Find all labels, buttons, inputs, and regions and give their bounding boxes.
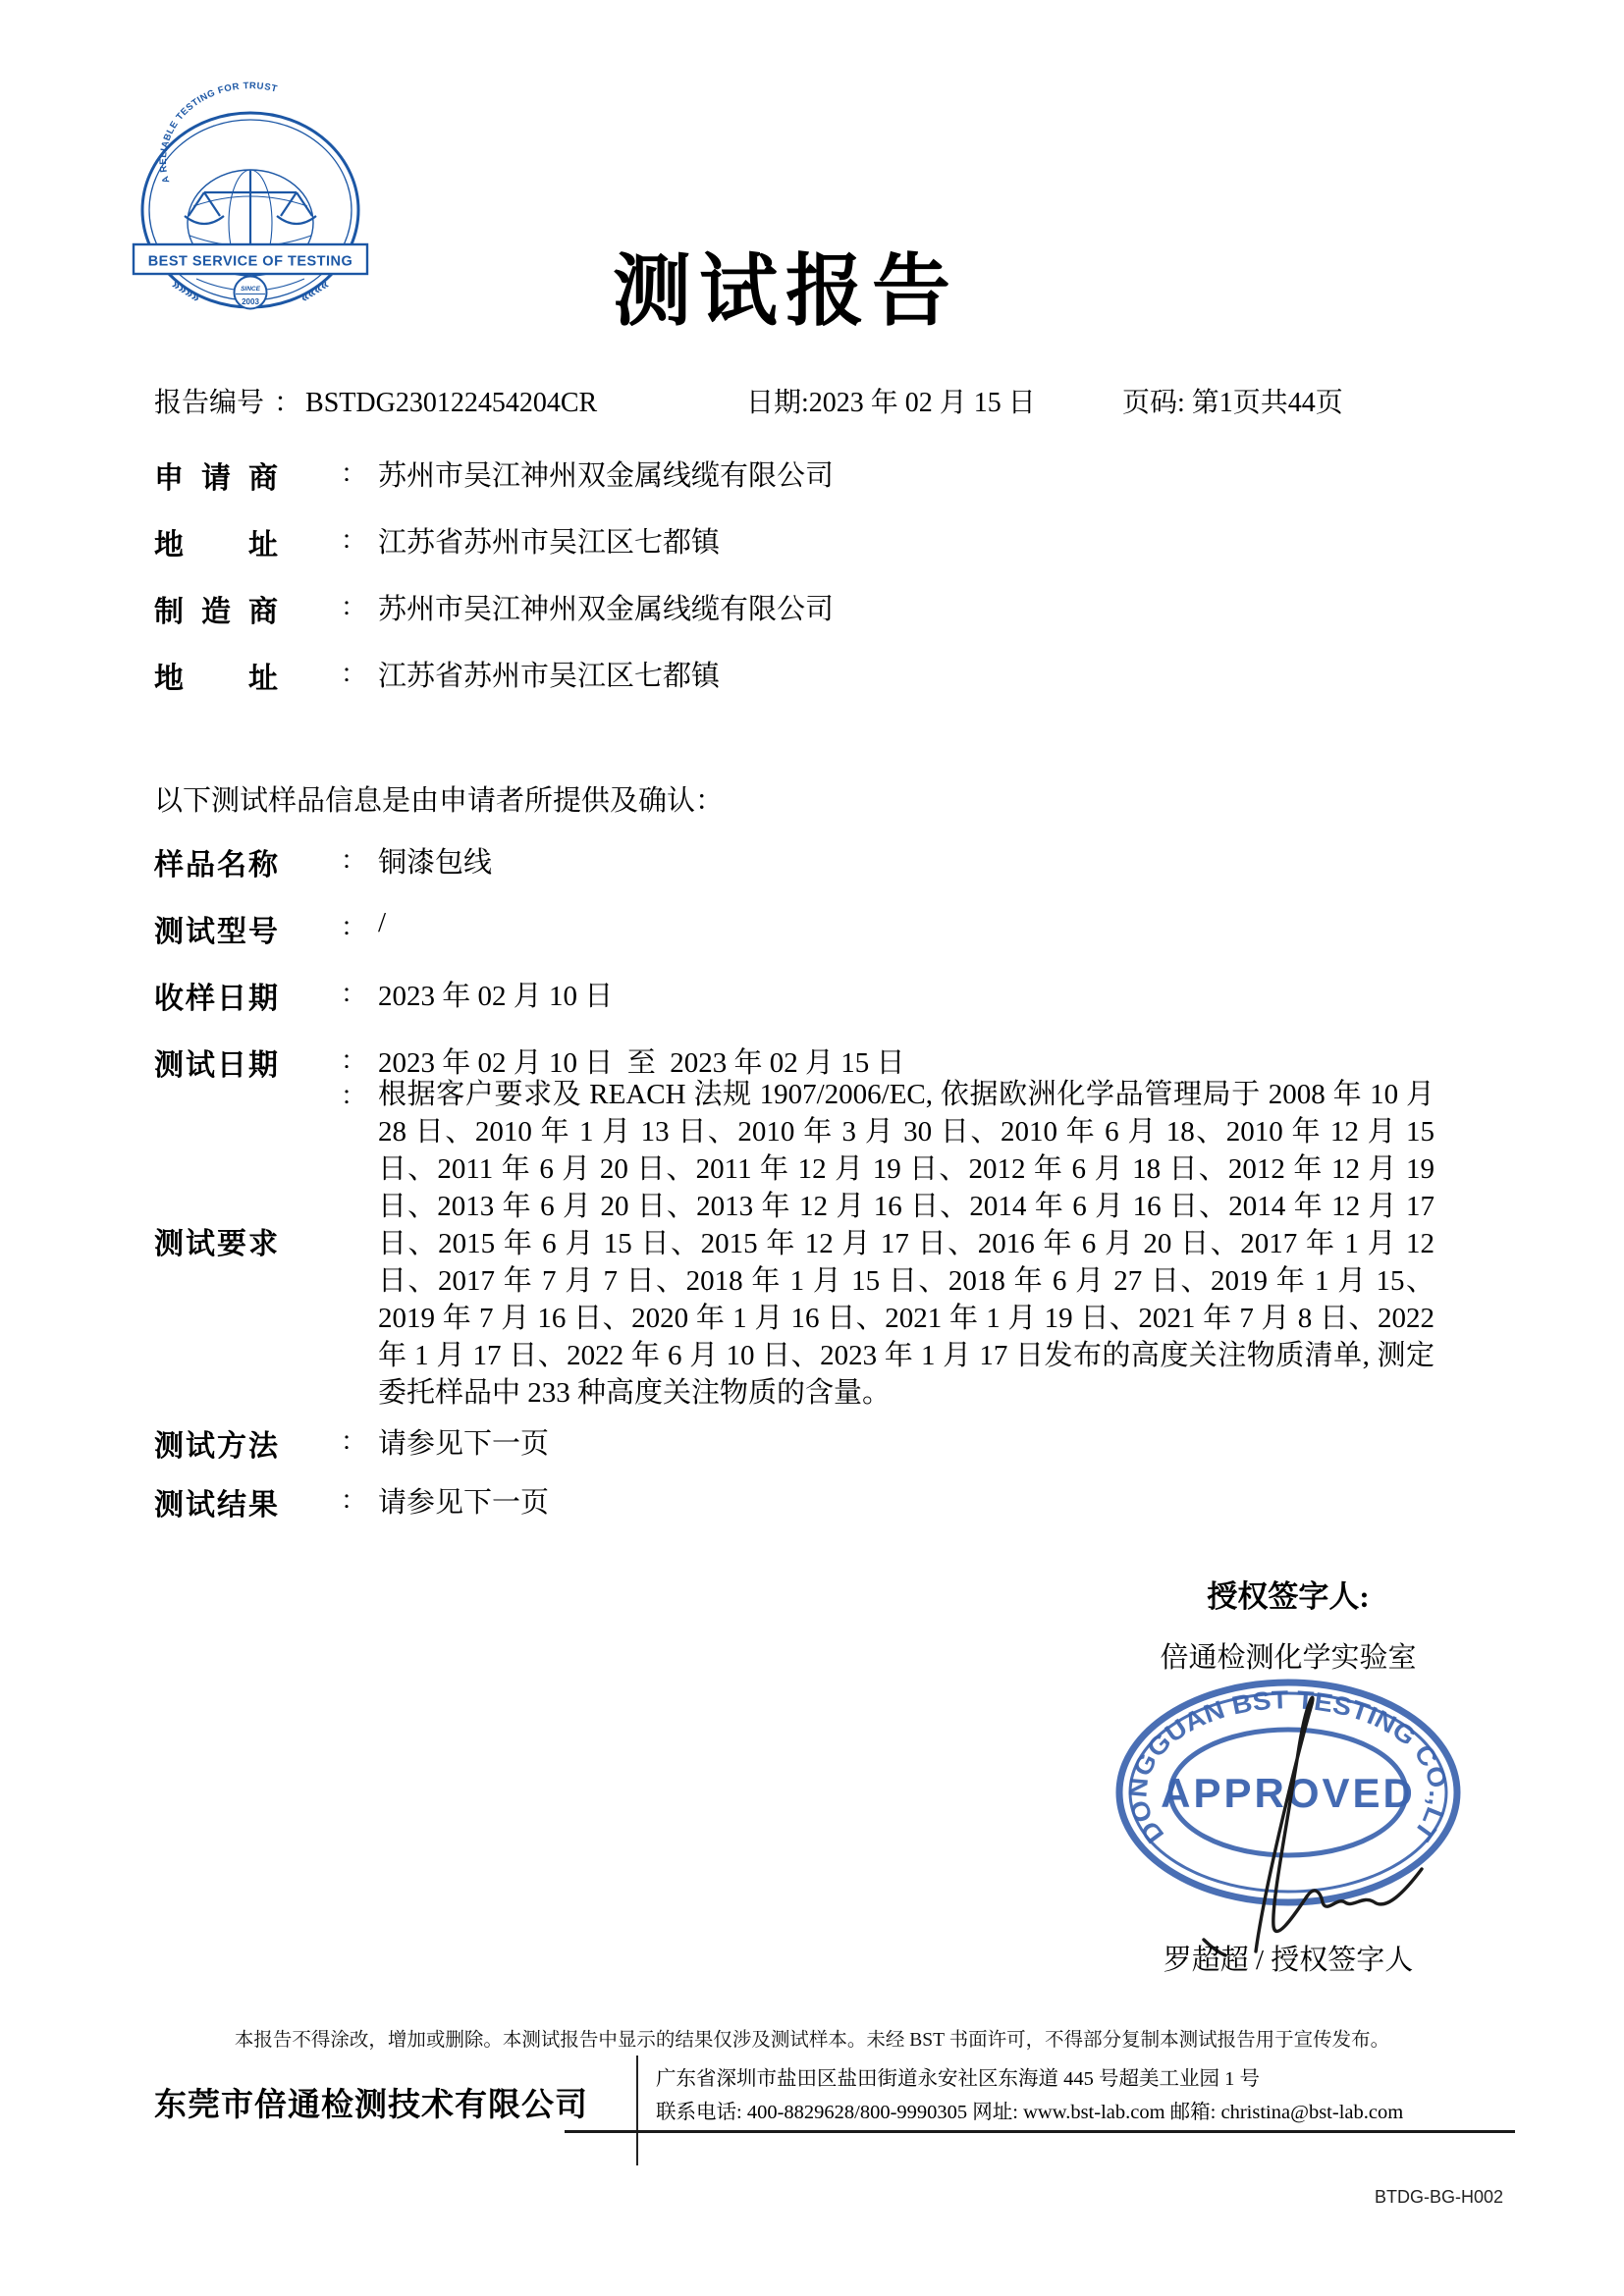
row-sample-name <box>154 840 492 883</box>
row-test-requirement <box>154 1076 1442 1409</box>
colon: ： <box>340 593 366 621</box>
authorized-signer-label: 授权签字人: <box>1207 1579 1370 1614</box>
field-value: 江苏省苏州市吴江区七都镇 <box>378 527 721 559</box>
row-applicant <box>154 454 834 497</box>
stamp-ring-text: DONGGUAN BST TESTING CO.,LTD <box>1097 1651 1454 1849</box>
page-title: 测试报告 <box>613 249 958 336</box>
field-value: 苏州市吴江神州双金属线缆有限公司 <box>378 594 835 625</box>
field-value: 2023 年 02 月 10 日 <box>378 981 614 1012</box>
company-name: 东莞市倍通检测技术有限公司 <box>154 2086 588 2122</box>
signer-name: 罗超超 / 授权签字人 <box>1163 1945 1414 1976</box>
colon: ： <box>340 980 366 1008</box>
field-label: 测试日期 <box>154 1049 278 1082</box>
row-test-model <box>154 907 386 950</box>
form-code: BTDG-BG-H002 <box>1375 2187 1504 2207</box>
laurel-left-icon: »»»» <box>169 275 204 306</box>
field-label: 测试型号 <box>154 916 278 948</box>
field-label: 测试要求 <box>154 1228 278 1260</box>
field-label: 样品名称 <box>154 849 278 881</box>
field-label: 申请商 <box>154 462 278 495</box>
field-value: 请参见下一页 <box>378 1428 550 1460</box>
field-value: / <box>378 907 387 938</box>
logo-arc-text: A RELIABLE TESTING FOR TRUST <box>157 80 279 185</box>
colon: ： <box>340 459 366 488</box>
colon: ： <box>340 913 366 941</box>
footer-horizontal-divider <box>565 2130 1515 2133</box>
row-manufacturer-address <box>154 654 720 697</box>
field-value: 铜漆包线 <box>378 847 493 879</box>
field-label: 地址 <box>154 663 278 695</box>
since-label: SINCE <box>241 286 260 293</box>
colon: ： <box>274 388 302 418</box>
disclaimer-text: 本报告不得涂改，增加或删除。本测试报告中显示的结果仅涉及测试样本。未经 BST 书面许可，不得部分复制本测试报告用于宣传发布。 <box>234 2030 1390 2051</box>
stamp-approved-text: APPROVED <box>1161 1770 1416 1816</box>
since-year: 2003 <box>242 297 259 306</box>
field-label: 测试结果 <box>154 1489 278 1522</box>
row-manufacturer <box>154 587 834 630</box>
laurel-right-icon: «««« <box>297 275 332 306</box>
company-contact: 联系电话: 400-8829628/800-9990305 网址: www.bst-lab.com 邮箱: christina@bst-lab.com <box>656 2102 1404 2123</box>
row-received-date <box>154 974 613 1017</box>
report-number-label: 报告编号 <box>154 388 265 418</box>
field-value: 请参见下一页 <box>378 1487 550 1519</box>
colon: ： <box>340 846 366 875</box>
field-label: 测试方法 <box>154 1430 278 1463</box>
field-value: 2023 年 02 月 10 日 至 2023 年 02 月 15 日 <box>378 1047 905 1079</box>
field-label: 收样日期 <box>154 983 278 1015</box>
report-number-value: BSTDG230122454204CR <box>305 388 598 418</box>
report-date: 日期:2023 年 02 月 15 日 <box>746 388 1036 418</box>
report-number-line <box>154 381 597 420</box>
colon: ： <box>340 1046 366 1075</box>
field-value: 根据客户要求及 REACH 法规 1907/2006/EC, 依据欧洲化学品管理局于 2008 年 10 月 28 日、2010 年 1 月 13 日、2010 年 3 月 30 日、2010 年 6 月 18、2010 年 12 月 15 日、2011 年 6 月 20 日、2011 年 12 月 19 日、2012 年 6 月 18 日、2012 年 12 月 19 日、2013 年 6 月 20 日、2013 年 12 月 16 日、2014 年 6 月 16 日、2014 年 12 月 17 日、2015 年 6 月 15 日、2015 年 12 月 17 日、2016 年 6 月 20 日、2017 年 1 月 12 日、2017 年 7 月 7 日、2018 年 1 月 15 日、2018 年 6 月 27 日、2019 年 1 月 15、2019 年 7 月 16 日、2020 年 1 月 16 日、2021 年 1 月 19 日、2021 年 7 月 8 日、2022 年 1 月 17 日、2022 年 6 月 10 日、2023 年 1 月 17 日发布的高度关注物质清单, 测定委托样品中 233 种高度关注物质的含量。 <box>378 1079 1442 1409</box>
colon: ： <box>340 1427 366 1456</box>
row-applicant-address <box>154 520 720 563</box>
colon: ： <box>340 1486 366 1515</box>
colon: ： <box>340 660 366 688</box>
field-label: 制造商 <box>154 596 278 628</box>
logo-banner-text: BEST SERVICE OF TESTING <box>147 253 353 270</box>
footer-vertical-divider <box>636 2056 638 2165</box>
company-address: 广东省深圳市盐田区盐田街道永安社区东海道 445 号超美工业园 1 号 <box>656 2068 1260 2090</box>
row-test-method <box>154 1421 549 1465</box>
field-value: 苏州市吴江神州双金属线缆有限公司 <box>378 460 835 492</box>
field-label: 地址 <box>154 529 278 561</box>
row-test-result <box>154 1480 549 1523</box>
page-count: 页码: 第1页共44页 <box>1122 388 1343 418</box>
sample-intro-text: 以下测试样品信息是由申请者所提供及确认： <box>154 785 725 817</box>
colon: ： <box>340 526 366 555</box>
colon: ： <box>340 1082 366 1110</box>
field-value: 江苏省苏州市吴江区七都镇 <box>378 661 721 692</box>
lab-name: 倍通检测化学实验室 <box>1160 1642 1417 1674</box>
